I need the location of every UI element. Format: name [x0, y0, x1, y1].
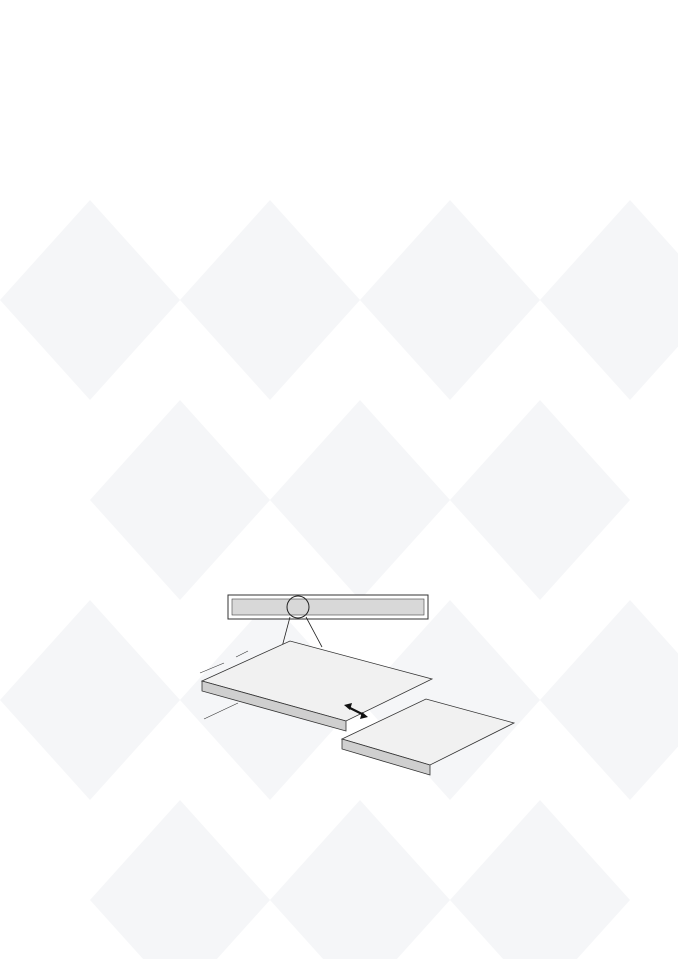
- glv-structure-figure: [164, 591, 524, 793]
- zoom-line: [306, 617, 322, 647]
- glv-top-view: [228, 595, 428, 619]
